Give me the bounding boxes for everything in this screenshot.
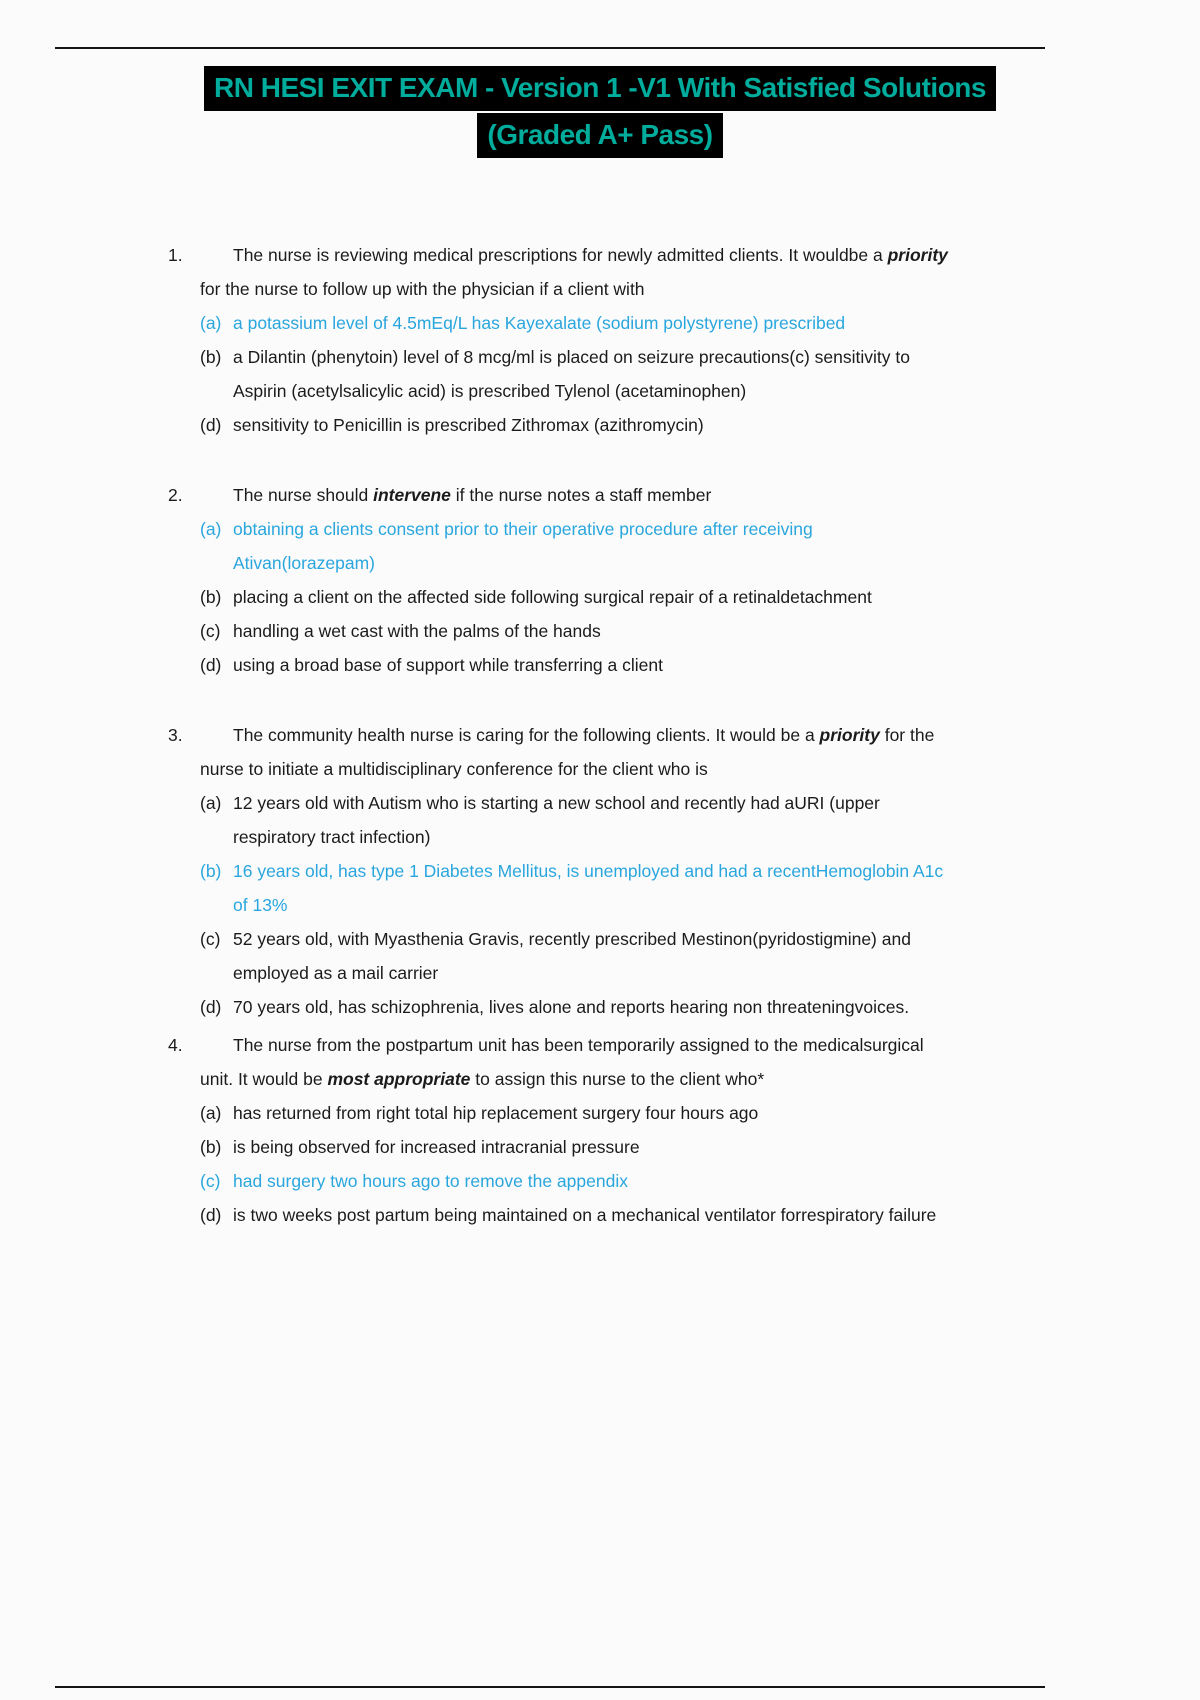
option-text: a potassium level of 4.5mEq/L has Kayexalate (sodium polystyrene) prescribed bbox=[233, 313, 846, 333]
question-number: 3. bbox=[168, 725, 183, 745]
option-letter: (d) bbox=[200, 415, 222, 435]
option-letter: (c) bbox=[200, 1171, 221, 1191]
stem-text: to assign this nurse to the client who* bbox=[470, 1069, 765, 1089]
stem-emphasis: intervene bbox=[373, 485, 451, 505]
options bbox=[200, 1096, 953, 1232]
question-3 bbox=[168, 718, 953, 1024]
option-b bbox=[200, 340, 953, 408]
option-c bbox=[200, 922, 953, 990]
stem-emphasis: priority bbox=[819, 725, 880, 745]
option-letter: (d) bbox=[200, 997, 222, 1017]
question-2 bbox=[168, 478, 953, 682]
option-c bbox=[200, 1164, 953, 1198]
question-4 bbox=[168, 1028, 953, 1232]
option-b bbox=[200, 580, 953, 614]
option-text: had surgery two hours ago to remove the appendix bbox=[233, 1171, 628, 1191]
stem-text: if the nurse notes a staff member bbox=[450, 485, 712, 505]
question-stem bbox=[200, 718, 953, 786]
stem-text: The nurse is reviewing medical prescriptions for newly admitted clients. It wouldbe a bbox=[233, 245, 888, 265]
stem-text: The community health nurse is caring for the following clients. It would be a bbox=[233, 725, 820, 745]
question-number: 1. bbox=[168, 245, 183, 265]
option-text: placing a client on the affected side following surgical repair of a retinaldetachment bbox=[233, 587, 872, 607]
option-text: is being observed for increased intracranial pressure bbox=[233, 1137, 640, 1157]
option-letter: (b) bbox=[200, 1137, 222, 1157]
options bbox=[200, 786, 953, 1024]
question-list bbox=[168, 238, 953, 1232]
option-letter: (a) bbox=[200, 313, 222, 333]
option-d bbox=[200, 408, 953, 442]
option-d bbox=[200, 990, 953, 1024]
option-text: sensitivity to Penicillin is prescribed Zithromax (azithromycin) bbox=[233, 415, 704, 435]
stem-emphasis: most appropriate bbox=[327, 1069, 471, 1089]
option-a bbox=[200, 512, 953, 580]
options bbox=[200, 512, 953, 682]
option-a bbox=[200, 786, 953, 854]
option-letter: (a) bbox=[200, 793, 222, 813]
option-letter: (b) bbox=[200, 347, 222, 367]
question-1 bbox=[168, 238, 953, 442]
question-number: 4. bbox=[168, 1035, 183, 1055]
stem-text: for the nurse to follow up with the physician if a client with bbox=[200, 279, 645, 299]
options bbox=[200, 306, 953, 442]
option-letter: (b) bbox=[200, 587, 222, 607]
question-stem bbox=[200, 238, 953, 306]
option-text: 52 years old, with Myasthenia Gravis, recently prescribed Mestinon(pyridostigmine) and employed as a mail carrier bbox=[233, 929, 911, 983]
top-rule bbox=[55, 47, 1045, 49]
option-text: a Dilantin (phenytoin) level of 8 mcg/ml is placed on seizure precautions(c) sensitivity to Aspirin (acetylsalicylic acid) is prescribed Tylenol (acetaminophen) bbox=[233, 347, 910, 401]
question-stem bbox=[200, 1028, 953, 1096]
stem-emphasis: priority bbox=[887, 245, 948, 265]
option-text: 12 years old with Autism who is starting a new school and recently had aURI (upper respiratory tract infection) bbox=[233, 793, 880, 847]
option-letter: (a) bbox=[200, 519, 222, 539]
option-letter: (d) bbox=[200, 655, 222, 675]
option-text: handling a wet cast with the palms of the hands bbox=[233, 621, 601, 641]
option-d bbox=[200, 648, 953, 682]
option-a bbox=[200, 1096, 953, 1130]
option-d bbox=[200, 1198, 953, 1232]
bottom-rule bbox=[55, 1686, 1045, 1688]
option-letter: (b) bbox=[200, 861, 222, 881]
option-text: 16 years old, has type 1 Diabetes Mellitus, is unemployed and had a recentHemoglobin A1c of 13% bbox=[233, 861, 944, 915]
stem-text: for the nurse to initiate a multidisciplinary conference for the client who is bbox=[200, 725, 935, 779]
option-text: obtaining a clients consent prior to their operative procedure after receiving Ativan(lorazepam) bbox=[233, 519, 813, 573]
option-text: has returned from right total hip replacement surgery four hours ago bbox=[233, 1103, 759, 1123]
title-line-1: RN HESI EXIT EXAM - Version 1 -V1 With Satisfied Solutions bbox=[204, 66, 996, 111]
option-text: is two weeks post partum being maintained on a mechanical ventilator forrespiratory failure bbox=[233, 1205, 937, 1225]
option-letter: (c) bbox=[200, 621, 221, 641]
option-text: 70 years old, has schizophrenia, lives alone and reports hearing non threateningvoices. bbox=[233, 997, 910, 1017]
title-line-2: (Graded A+ Pass) bbox=[477, 113, 722, 158]
option-b bbox=[200, 1130, 953, 1164]
option-letter: (a) bbox=[200, 1103, 222, 1123]
stem-text: The nurse from the postpartum unit has been temporarily assigned to the medicalsurgical unit. It would be bbox=[200, 1035, 924, 1089]
question-number: 2. bbox=[168, 485, 183, 505]
option-b bbox=[200, 854, 953, 922]
option-letter: (d) bbox=[200, 1205, 222, 1225]
option-c bbox=[200, 614, 953, 648]
option-a bbox=[200, 306, 953, 340]
option-text: using a broad base of support while transferring a client bbox=[233, 655, 663, 675]
question-stem bbox=[200, 478, 953, 512]
option-letter: (c) bbox=[200, 929, 221, 949]
stem-text: The nurse should bbox=[233, 485, 374, 505]
document-title bbox=[0, 66, 1200, 160]
